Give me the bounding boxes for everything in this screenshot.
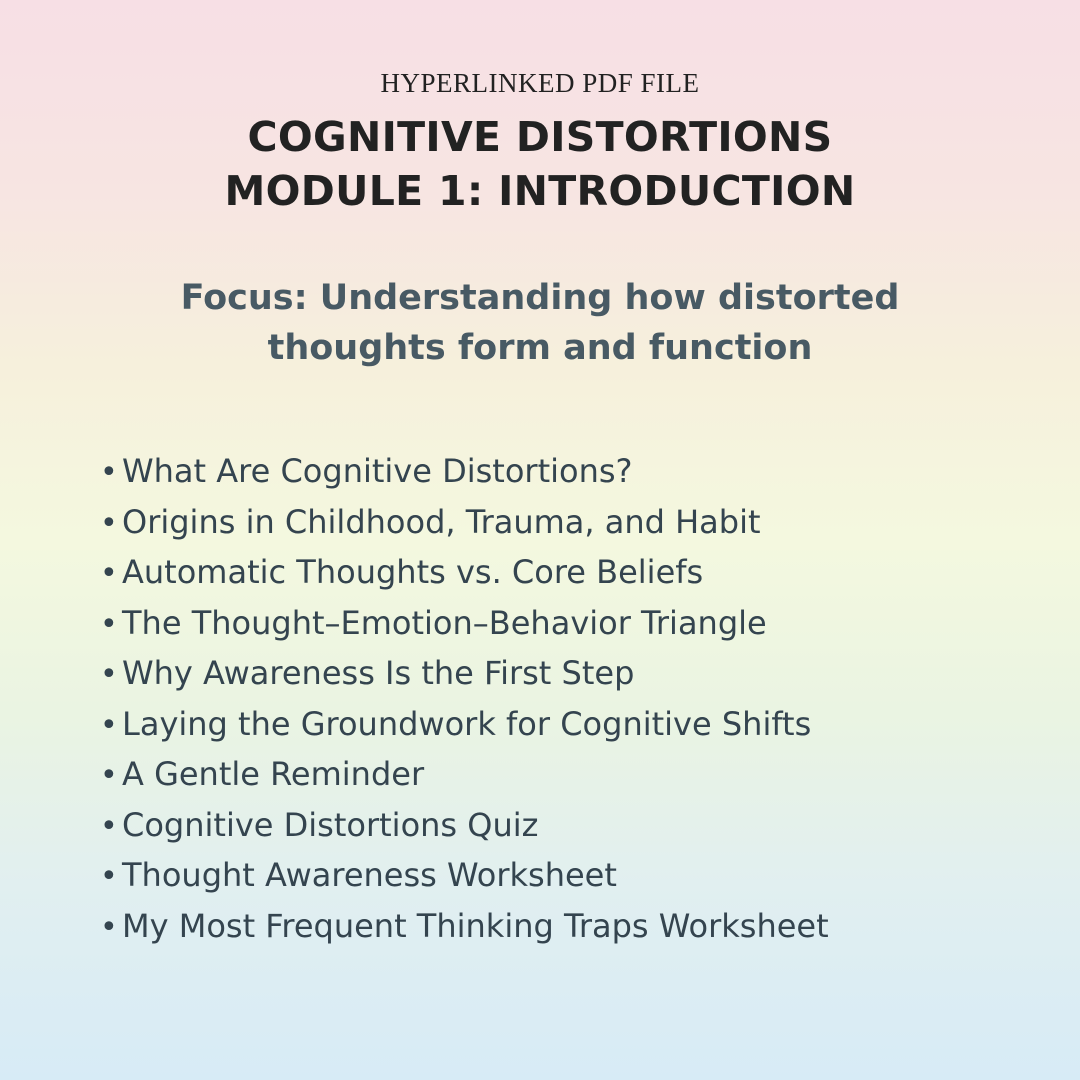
topic-item[interactable] <box>100 801 829 852</box>
title-line-1: COGNITIVE DISTORTIONS <box>247 113 833 161</box>
title-line-2: MODULE 1: INTRODUCTION <box>224 167 856 215</box>
topic-item[interactable] <box>100 902 829 953</box>
topic-item[interactable] <box>100 599 829 650</box>
bullet-icon: • <box>100 455 118 490</box>
topic-label: Laying the Groundwork for Cognitive Shifts <box>122 704 812 743</box>
topic-label: The Thought–Emotion–Behavior Triangle <box>122 603 767 642</box>
topic-item[interactable] <box>100 447 829 498</box>
topic-item[interactable] <box>100 649 829 700</box>
focus-line-1: Focus: Understanding how distorted <box>180 278 900 318</box>
topic-list <box>100 447 829 952</box>
focus-line-2: thoughts form and function <box>267 328 813 368</box>
topic-label: Why Awareness Is the First Step <box>122 654 635 692</box>
bullet-icon: • <box>100 657 118 692</box>
topic-label: Origins in Childhood, Trauma, and Habit <box>122 502 761 541</box>
topic-item[interactable] <box>100 498 829 549</box>
topic-item[interactable] <box>100 700 829 751</box>
bullet-icon: • <box>100 909 118 945</box>
bullet-icon: • <box>100 556 118 591</box>
bullet-icon: • <box>100 606 118 642</box>
topic-item[interactable] <box>100 750 829 801</box>
bullet-icon: • <box>100 707 118 743</box>
file-type-label: HYPERLINKED PDF FILE <box>380 68 700 98</box>
topic-label: Automatic Thoughts vs. Core Beliefs <box>122 553 704 591</box>
bullet-icon: • <box>100 758 118 793</box>
bullet-icon: • <box>100 808 118 844</box>
focus-statement <box>0 273 1080 373</box>
topic-label: Cognitive Distortions Quiz <box>122 805 539 844</box>
topic-label: A Gentle Reminder <box>122 755 425 793</box>
topic-label: Thought Awareness Worksheet <box>122 856 617 894</box>
topic-item[interactable] <box>100 851 829 902</box>
page-title <box>0 110 1080 218</box>
topic-label: What Are Cognitive Distortions? <box>122 452 633 490</box>
topic-item[interactable] <box>100 548 829 599</box>
bullet-icon: • <box>100 505 118 541</box>
bullet-icon: • <box>100 859 118 894</box>
topic-label: My Most Frequent Thinking Traps Worksheet <box>122 906 829 945</box>
